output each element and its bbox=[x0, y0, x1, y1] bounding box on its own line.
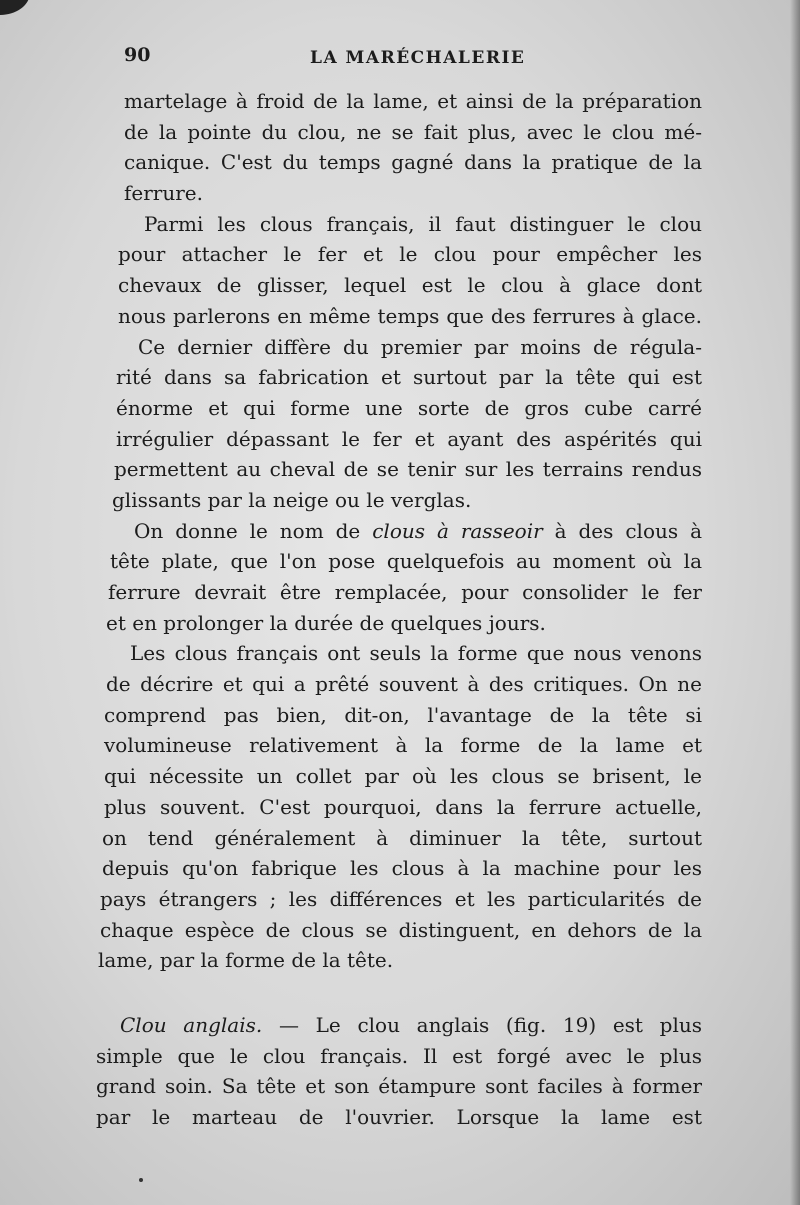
text-line: ferrure devrait être remplacée, pour consolider le fer bbox=[108, 580, 702, 604]
text-line: qui nécessite un collet par où les clous se brisent, le bbox=[104, 764, 702, 789]
text-line: martelage à froid de la lame, et ainsi de la préparation bbox=[124, 89, 702, 113]
text-line: et en prolonger la durée de quelques jours. bbox=[106, 610, 546, 635]
text-line: rité dans sa fabrication et surtout par la tête qui est bbox=[116, 365, 702, 390]
text-span: à des clous à bbox=[554, 518, 702, 543]
text-line bbox=[96, 1010, 702, 1041]
text-line: pays étrangers ; les différences et les particularités de bbox=[100, 886, 702, 911]
text-line: énorme et qui forme une sorte de gros cube carré bbox=[116, 395, 702, 420]
text-line: Parmi les clous français, il faut distinguer le clou bbox=[144, 211, 702, 236]
text-line bbox=[96, 516, 702, 547]
running-title: LA MARÉCHALERIE bbox=[310, 48, 526, 68]
text-line: de décrire et qui a prêté souvent à des critiques. On ne bbox=[106, 672, 702, 697]
corner-shadow bbox=[0, 0, 30, 15]
text-line: on tend généralement à diminuer la tête, surtout bbox=[102, 825, 702, 850]
section-gap bbox=[96, 976, 702, 1010]
text-line: par le marteau de l'ouvrier. Lorsque la lame est bbox=[96, 1105, 702, 1129]
text-line: permettent au cheval de se tenir sur les terrains rendus bbox=[114, 457, 702, 482]
italic-term: clous à rasseoir bbox=[372, 518, 543, 543]
section-heading: Clou anglais. bbox=[120, 1012, 263, 1037]
page-edge-shadow bbox=[790, 0, 800, 1205]
page-number: 90 bbox=[124, 44, 151, 66]
text-line: ferrure. bbox=[124, 181, 203, 206]
text-line: depuis qu'on fabrique les clous à la machine pour les bbox=[102, 856, 702, 881]
text-line: irrégulier dépassant le fer et ayant des aspérités qui bbox=[116, 426, 702, 451]
text-line: comprend pas bien, dit-on, l'avantage de la tête si bbox=[104, 702, 702, 727]
text-line: simple que le clou français. Il est forgé avec le plus bbox=[96, 1043, 702, 1068]
text-line: Ce dernier diffère du premier par moins de régula- bbox=[138, 334, 702, 359]
text-line: Les clous français ont seuls la forme que nous venons bbox=[130, 641, 702, 666]
text-line: lame, par la forme de la tête. bbox=[98, 948, 394, 973]
text-line: volumineuse relativement à la forme de la lame et bbox=[104, 733, 702, 758]
text-line: tête plate, que l'on pose quelquefois au moment où la bbox=[110, 549, 702, 574]
text-line: de la pointe du clou, ne se fait plus, avec le clou mé- bbox=[124, 119, 702, 144]
text-line: grand soin. Sa tête et son étampure sont faciles à former bbox=[96, 1074, 702, 1099]
text-line: pour attacher le fer et le clou pour empêcher les bbox=[118, 242, 702, 267]
text-line: chevaux de glisser, lequel est le clou à glace dont bbox=[118, 273, 702, 298]
ink-speck bbox=[139, 1178, 143, 1182]
text-span: — Le clou anglais (fig. 19) est plus bbox=[278, 1012, 702, 1037]
text-line: nous parlerons en même temps que des ferrures à glace. bbox=[118, 303, 702, 328]
body-text bbox=[96, 86, 702, 1133]
text-line: canique. C'est du temps gagné dans la pratique de la bbox=[124, 150, 702, 175]
text-line: glissants par la neige ou le verglas. bbox=[112, 487, 472, 512]
text-span: On donne le nom de bbox=[134, 518, 361, 543]
text-line: plus souvent. C'est pourquoi, dans la ferrure actuelle, bbox=[104, 794, 702, 819]
page-header bbox=[124, 44, 704, 74]
text-line: chaque espèce de clous se distinguent, en dehors de la bbox=[100, 917, 702, 942]
